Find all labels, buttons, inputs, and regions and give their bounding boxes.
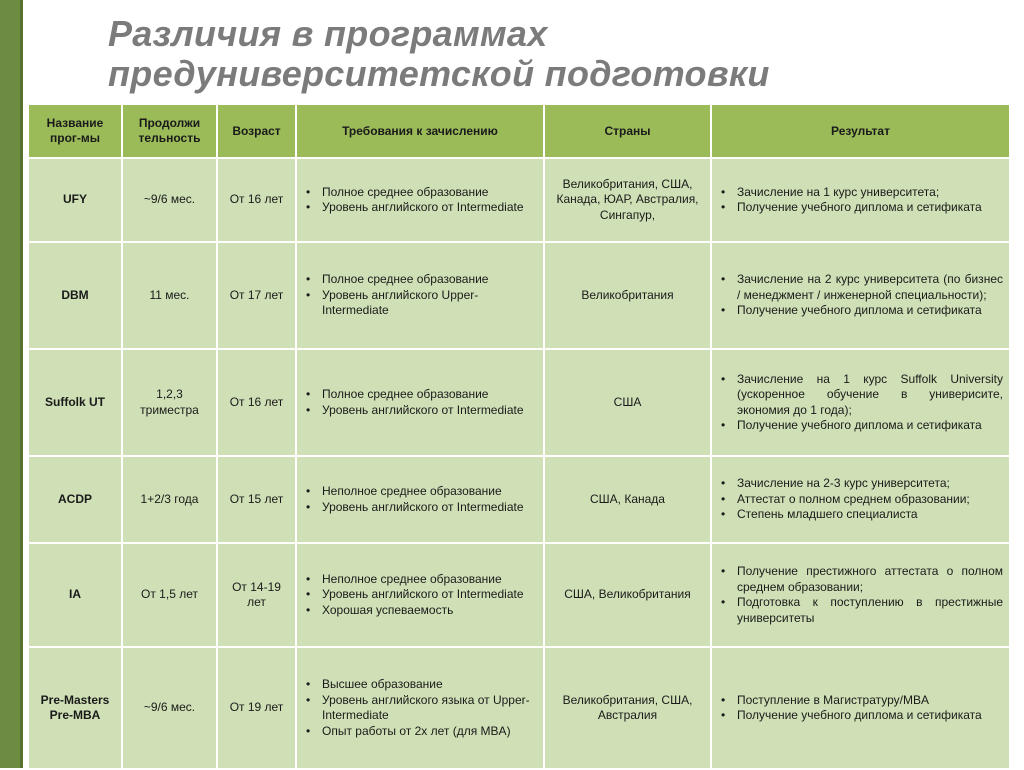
requirements-cell (296, 349, 544, 456)
program-name-cell: Pre-Masters Pre-MBA (28, 647, 122, 769)
result-cell (711, 543, 1010, 647)
result-item: • Зачисление на 2-3 курс университета; (737, 476, 1003, 492)
requirement-item: • Уровень английского языка от Upper-Intermediate (322, 693, 537, 724)
requirements-cell (296, 158, 544, 242)
age-cell: От 16 лет (217, 158, 296, 242)
result-list (718, 372, 1003, 434)
table-row (28, 647, 1010, 769)
countries-cell: США, Канада (544, 456, 711, 543)
result-cell (711, 647, 1010, 769)
requirement-item: • Неполное среднее образование (322, 572, 537, 588)
program-name-cell: Suffolk UT (28, 349, 122, 456)
requirement-item: • Неполное среднее образование (322, 484, 537, 500)
requirement-item: • Высшее образование (322, 677, 537, 693)
requirement-item: • Опыт работы от 2х лет (для MBA) (322, 724, 537, 740)
result-list (718, 476, 1003, 523)
program-name-cell: UFY (28, 158, 122, 242)
result-item: • Зачисление на 1 курс Suffolk University (ускоренное обучение в универисите, экономия до 1 года); (737, 372, 1003, 419)
countries-cell: США (544, 349, 711, 456)
requirements-list (303, 185, 537, 216)
header-result: Результат (711, 104, 1010, 158)
age-cell: От 16 лет (217, 349, 296, 456)
header-program-name: Название прог-мы (28, 104, 122, 158)
result-item: • Поступление в Магистратуру/MBA (737, 693, 1003, 709)
result-item: • Получение учебного диплома и сетификата (737, 303, 1003, 319)
age-cell: От 17 лет (217, 242, 296, 349)
requirements-cell (296, 242, 544, 349)
duration-cell: 11 мес. (122, 242, 217, 349)
programs-comparison-table (27, 103, 1011, 770)
page-title-line-2: предуниверситетской подготовки (108, 53, 770, 94)
requirement-item: • Полное среднее образование (322, 387, 537, 403)
header-age: Возраст (217, 104, 296, 158)
requirements-list (303, 387, 537, 418)
result-cell (711, 349, 1010, 456)
requirement-item: • Полное среднее образование (322, 272, 537, 288)
requirement-item: • Уровень английского Upper-Intermediate (322, 288, 537, 319)
age-cell: От 19 лет (217, 647, 296, 769)
result-cell (711, 158, 1010, 242)
requirements-cell (296, 543, 544, 647)
countries-cell: Великобритания, США, Канада, ЮАР, Австралия, Сингапур, (544, 158, 711, 242)
age-cell: От 14-19 лет (217, 543, 296, 647)
result-list (718, 272, 1003, 319)
duration-cell: 1+2/3 года (122, 456, 217, 543)
requirement-item: • Уровень английского от Intermediate (322, 500, 537, 516)
requirements-list (303, 572, 537, 619)
duration-cell: ~9/6 мес. (122, 158, 217, 242)
requirements-cell (296, 647, 544, 769)
duration-cell: ~9/6 мес. (122, 647, 217, 769)
table-row (28, 543, 1010, 647)
countries-cell: Великобритания (544, 242, 711, 349)
requirement-item: • Полное среднее образование (322, 185, 537, 201)
duration-cell: 1,2,3 триместра (122, 349, 217, 456)
result-cell (711, 456, 1010, 543)
requirement-item: • Хорошая успеваемость (322, 603, 537, 619)
table-row (28, 242, 1010, 349)
header-requirements: Требования к зачислению (296, 104, 544, 158)
result-list (718, 564, 1003, 626)
result-item: • Подготовка к поступлению в престижные университеты (737, 595, 1003, 626)
countries-cell: Великобритания, США, Австралия (544, 647, 711, 769)
header-countries: Страны (544, 104, 711, 158)
result-item: • Получение учебного диплома и сетификата (737, 708, 1003, 724)
page-title (108, 14, 770, 94)
result-item: • Зачисление на 2 курс университета (по бизнес / менеджмент / инженерной специальности); (737, 272, 1003, 303)
program-name-cell: IA (28, 543, 122, 647)
result-item: • Аттестат о полном среднем образовании; (737, 492, 1003, 508)
result-item: • Получение учебного диплома и сетификата (737, 418, 1003, 434)
program-name-cell: ACDP (28, 456, 122, 543)
result-cell (711, 242, 1010, 349)
requirements-list (303, 272, 537, 319)
side-accent-bar (0, 0, 23, 768)
result-item: • Получение учебного диплома и сетификата (737, 200, 1003, 216)
requirement-item: • Уровень английского от Intermediate (322, 587, 537, 603)
table-header-row (28, 104, 1010, 158)
result-item: • Получение престижного аттестата о полном среднем образовании; (737, 564, 1003, 595)
program-name-cell: DBM (28, 242, 122, 349)
table-row (28, 349, 1010, 456)
result-list (718, 693, 1003, 724)
table-row (28, 456, 1010, 543)
requirements-cell (296, 456, 544, 543)
countries-cell: США, Великобритания (544, 543, 711, 647)
result-list (718, 185, 1003, 216)
requirements-list (303, 677, 537, 739)
table-row (28, 158, 1010, 242)
duration-cell: От 1,5 лет (122, 543, 217, 647)
requirements-list (303, 484, 537, 515)
age-cell: От 15 лет (217, 456, 296, 543)
requirement-item: • Уровень английского от Intermediate (322, 200, 537, 216)
requirement-item: • Уровень английского от Intermediate (322, 403, 537, 419)
page-title-line-1: Различия в программах (108, 13, 548, 54)
result-item: • Степень младшего специалиста (737, 507, 1003, 523)
header-duration: Продолжи тельность (122, 104, 217, 158)
result-item: • Зачисление на 1 курс университета; (737, 185, 1003, 201)
